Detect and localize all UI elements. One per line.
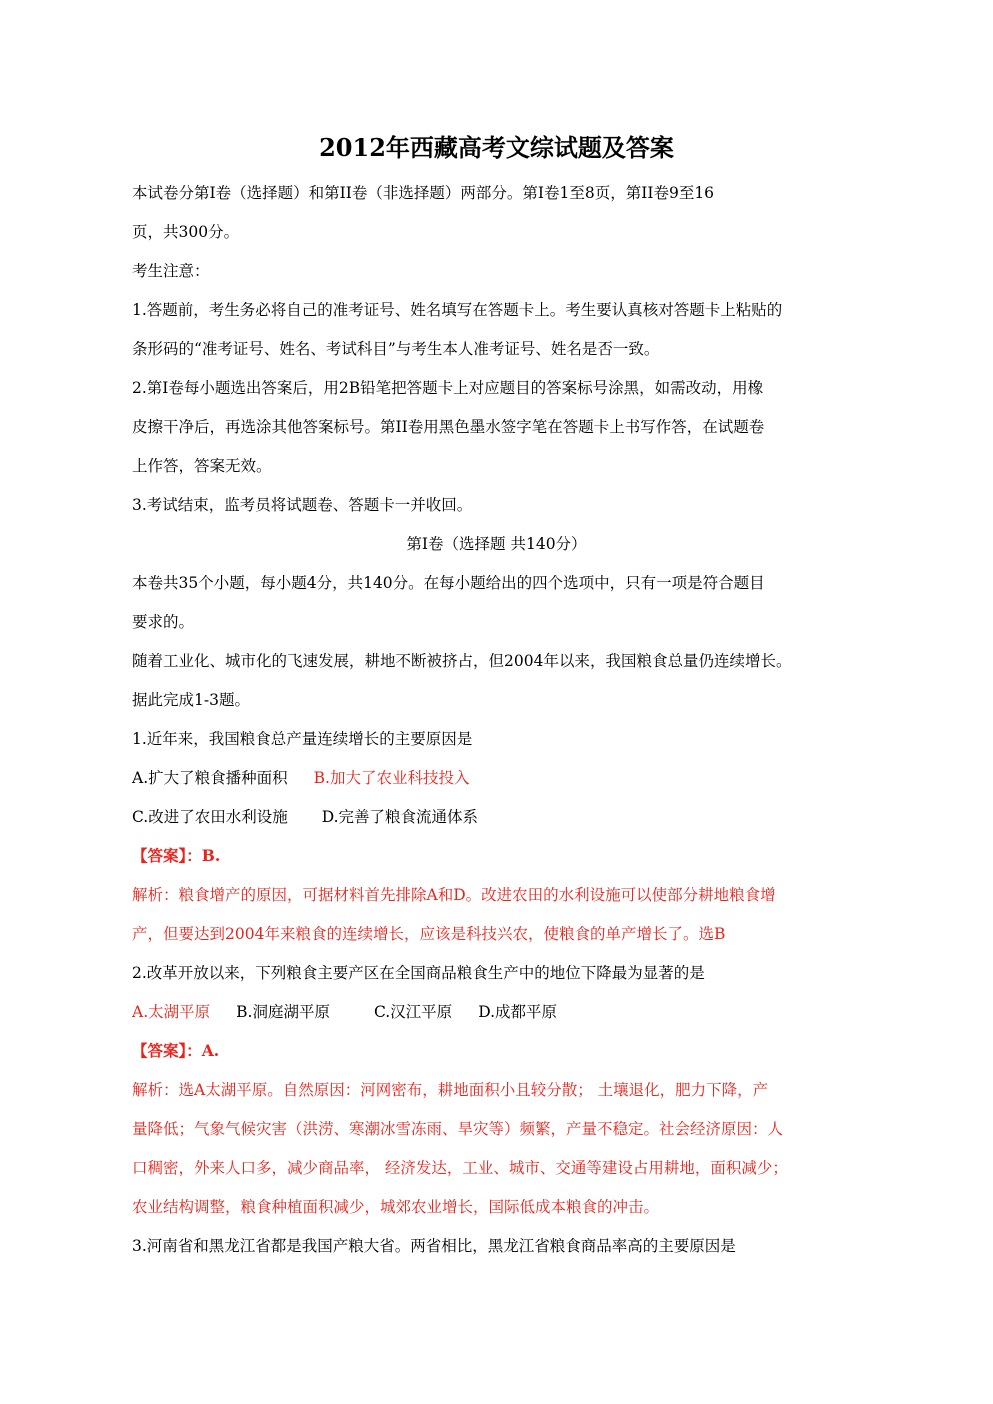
question-2-option-b: B.洞庭湖平原 bbox=[236, 1003, 330, 1021]
notice-line-6: 3.考试结束，监考员将试题卷、答题卡一并收回。 bbox=[132, 496, 473, 514]
question-1-option-b: B.加大了农业科技投入 bbox=[313, 769, 470, 787]
section-intro-line-2: 要求的。 bbox=[132, 613, 195, 631]
question-1-option-c: C.改进了农田水利设施 bbox=[132, 808, 288, 826]
notice-line-5: 上作答，答案无效。 bbox=[132, 457, 272, 475]
section-title: 第Ⅰ卷（选择题 共140分） bbox=[406, 535, 587, 553]
section-intro-line-1: 本卷共35个小题，每小题4分，共140分。在每小题给出的四个选项中，只有一项是符合题目 bbox=[132, 574, 765, 592]
notice-line-4: 皮擦干净后，再选涂其他答案标号。第II卷用黑色墨水签字笔在答题卡上书写作答，在试题卷 bbox=[132, 418, 765, 436]
notice-heading: 考生注意： bbox=[132, 262, 210, 280]
question-1-option-d: D.完善了粮食流通体系 bbox=[321, 808, 479, 826]
question-2-answer: 【答案】：A. bbox=[132, 1041, 220, 1060]
question-1-analysis-line-1: 解析：粮食增产的原因，可据材料首先排除A和D。改进农田的水利设施可以使部分耕地粮食增 bbox=[132, 886, 776, 904]
material-line-2: 据此完成1-3题。 bbox=[132, 691, 250, 709]
question-2-analysis-line-3: 口稠密，外来人口多，减少商品率， 经济发达，工业、城市、交通等建设占用耕地，面积减少； bbox=[132, 1159, 788, 1177]
question-2-analysis-line-2: 量降低；气象气候灾害（洪涝、寒潮冰雪冻雨、旱灾等）频繁，产量不稳定。社会经济原因：人 bbox=[132, 1120, 784, 1138]
question-1-analysis-line-2: 产，但要达到2004年来粮食的连续增长，应该是科技兴农，使粮食的单产增长了。选B bbox=[132, 925, 726, 943]
question-1-options-row-1 bbox=[132, 768, 872, 788]
question-1-option-a: A.扩大了粮食播种面积 bbox=[132, 769, 288, 787]
page-title: 2012年西藏高考文综试题及答案 bbox=[319, 133, 674, 162]
question-2-options bbox=[132, 1002, 872, 1022]
material-line-1: 随着工业化、城市化的飞速发展，耕地不断被挤占，但2004年以来，我国粮食总量仍连续增长。 bbox=[132, 652, 792, 670]
question-1-answer: 【答案】：B. bbox=[132, 846, 221, 865]
notice-line-2: 条形码的“准考证号、姓名、考试科目”与考生本人准考证号、姓名是否一致。 bbox=[132, 340, 660, 358]
question-2-analysis-line-1: 解析：选A太湖平原。自然原因：河网密布，耕地面积小且较分散； 土壤退化，肥力下降，产 bbox=[132, 1081, 769, 1099]
question-2-option-d: D.成都平原 bbox=[478, 1003, 558, 1021]
notice-line-1: 1.答题前，考生务必将自己的准考证号、姓名填写在答题卡上。考生要认真核对答题卡上粘贴的 bbox=[132, 301, 783, 319]
question-2-analysis-line-4: 农业结构调整，粮食种植面积减少，城郊农业增长，国际低成本粮食的冲击。 bbox=[132, 1198, 660, 1216]
intro-line-1: 本试卷分第Ⅰ卷（选择题）和第II卷（非选择题）两部分。第Ⅰ卷1至8页，第II卷9至16 bbox=[132, 184, 715, 202]
question-1: 1.近年来，我国粮食总产量连续增长的主要原因是 bbox=[132, 730, 473, 748]
notice-line-3: 2.第Ⅰ卷每小题选出答案后，用2B铅笔把答题卡上对应题目的答案标号涂黑，如需改动，用橡 bbox=[132, 379, 764, 397]
question-3: 3.河南省和黑龙江省都是我国产粮大省。两省相比，黑龙江省粮食商品率高的主要原因是 bbox=[132, 1237, 736, 1255]
question-2-option-c: C.汉江平原 bbox=[373, 1003, 453, 1021]
question-2: 2.改革开放以来，下列粮食主要产区在全国商品粮食生产中的地位下降最为显著的是 bbox=[132, 964, 705, 982]
question-2-option-a: A.太湖平原 bbox=[132, 1003, 211, 1021]
question-1-options-row-2 bbox=[132, 807, 872, 827]
intro-line-2: 页，共300分。 bbox=[132, 223, 240, 241]
